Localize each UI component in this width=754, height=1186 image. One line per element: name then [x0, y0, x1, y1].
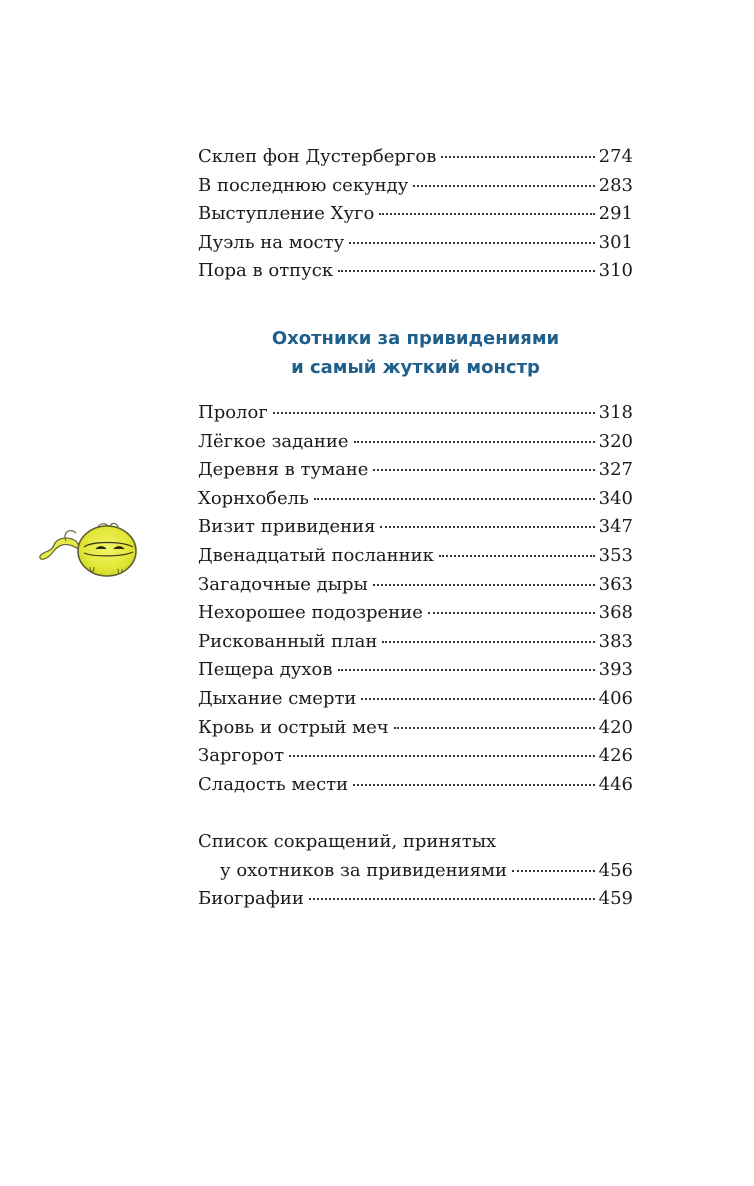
toc-entry	[198, 742, 633, 771]
toc-entry	[198, 456, 633, 485]
toc-dot-leader	[373, 469, 594, 471]
toc-entry-page: 327	[598, 459, 633, 481]
toc-entry-title: Нехорошее подозрение	[198, 602, 423, 624]
toc-entry-title: Сладость мести	[198, 773, 349, 795]
toc-entry-page: 459	[598, 888, 633, 910]
toc-dot-leader	[349, 242, 594, 244]
toc-dot-leader	[289, 755, 595, 757]
green-ghost-icon	[32, 517, 142, 585]
toc-entry	[198, 172, 633, 201]
toc-entry-title: Пора в отпуск	[198, 260, 334, 282]
section-heading-line-1: Охотники за привидениями	[271, 328, 560, 349]
toc-entry	[198, 628, 633, 657]
toc-dot-leader	[353, 784, 595, 786]
toc-dot-leader	[309, 898, 595, 900]
toc-dot-leader	[394, 727, 595, 729]
toc-entry	[198, 857, 633, 886]
toc-dot-leader	[512, 870, 595, 872]
toc-entry-title: Деревня в тумане	[198, 459, 369, 481]
toc-entry	[198, 656, 633, 685]
section-heading-line-2: и самый жуткий монстр	[291, 357, 540, 378]
toc-entry-abbrev-line-1: Список сокращений, принятых	[198, 831, 497, 852]
toc-entry-title: В последнюю секунду	[198, 174, 409, 196]
toc-entry	[198, 513, 633, 542]
toc-list-main	[198, 399, 633, 799]
toc-dot-leader	[379, 213, 594, 215]
toc-entry-page: 383	[598, 630, 633, 652]
toc-entry-title: Лёгкое задание	[198, 430, 349, 452]
toc-entry-title: Пролог	[198, 402, 268, 423]
toc-entry-page: 320	[598, 430, 633, 452]
toc-entry-page: 446	[598, 773, 633, 795]
toc-entry	[198, 200, 633, 229]
toc-entry	[198, 885, 633, 914]
toc-entry	[198, 143, 633, 172]
toc-dot-leader	[382, 641, 594, 643]
toc-dot-leader	[361, 698, 594, 700]
toc-entry	[198, 485, 633, 514]
toc-entry-page: 283	[598, 174, 633, 196]
toc-entry-title: Пещера духов	[198, 659, 333, 681]
toc-dot-leader	[338, 270, 595, 272]
toc-entry-title: Заргорот	[198, 745, 285, 767]
toc-entry-page: 274	[598, 146, 633, 167]
toc-entry-title: Двенадцатый посланник	[198, 544, 434, 566]
toc-dot-leader	[439, 555, 595, 557]
toc-entry-page: 363	[598, 573, 633, 595]
toc-entry-page: 426	[598, 745, 633, 767]
toc-entry-title: Рискованный план	[198, 630, 378, 652]
toc-entry-page: 347	[598, 516, 633, 538]
toc-entry-title: Визит привидения	[198, 516, 376, 538]
toc-entry-page: 353	[598, 544, 633, 566]
toc-entry-title: Дыхание смерти	[198, 687, 357, 709]
toc-entry-page: 291	[598, 203, 633, 225]
section-heading	[198, 324, 633, 382]
toc-entry	[198, 571, 633, 600]
toc-dot-leader	[428, 612, 595, 614]
toc-entry	[198, 229, 633, 258]
toc-entry	[198, 771, 633, 800]
toc-entry	[198, 542, 633, 571]
toc-entry-title: у охотников за привидениями	[220, 859, 508, 881]
toc-entry	[198, 399, 633, 428]
toc-entry-page: 393	[598, 659, 633, 681]
toc-entry-page: 310	[598, 260, 633, 282]
toc-dot-leader	[380, 526, 594, 528]
toc-entry-title: Загадочные дыры	[198, 573, 368, 595]
toc-entry-page: 420	[598, 716, 633, 738]
toc-entry	[198, 428, 633, 457]
toc-dot-leader	[373, 584, 595, 586]
toc-list-top	[198, 143, 633, 286]
toc-entry	[198, 685, 633, 714]
toc-entry-page: 456	[598, 859, 633, 881]
toc-entry-page: 301	[598, 231, 633, 253]
toc-entry-title: Склеп фон Дустербергов	[198, 146, 437, 167]
toc-entry	[198, 257, 633, 286]
toc-dot-leader	[338, 669, 595, 671]
toc-entry-title: Дуэль на мосту	[198, 231, 345, 253]
toc-entry-title: Биографии	[198, 888, 304, 910]
toc-entry-title: Выступление Хуго	[198, 203, 375, 225]
toc-entry-title: Кровь и острый меч	[198, 716, 389, 738]
toc-dot-leader	[413, 185, 594, 187]
toc-entry-page: 368	[598, 602, 633, 624]
toc-entry	[198, 599, 633, 628]
toc-dot-leader	[354, 441, 595, 443]
toc-entry-page: 340	[598, 487, 633, 509]
toc-list-appendix	[198, 828, 633, 914]
toc-entry-page: 406	[598, 687, 633, 709]
toc-entry-page: 318	[598, 402, 633, 423]
toc-entry-title: Хорнхобель	[198, 487, 309, 509]
toc-dot-leader	[273, 412, 595, 414]
toc-entry	[198, 714, 633, 743]
toc-dot-leader	[314, 498, 595, 500]
toc-dot-leader	[441, 156, 594, 158]
